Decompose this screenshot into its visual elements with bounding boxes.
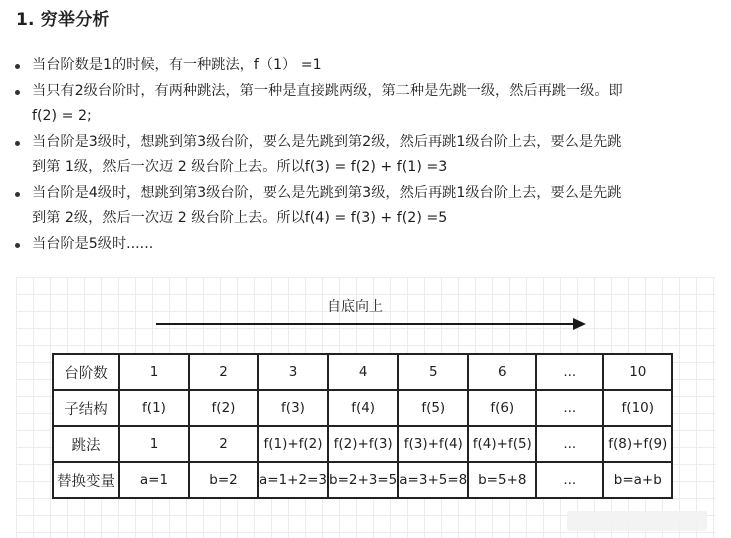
bullet-text-line1: 当台阶数是1的时候，有一种跳法，f（1） =1 — [32, 57, 322, 73]
table-cell: f(3) — [258, 390, 328, 426]
table-cell: 4 — [328, 354, 398, 390]
bullet-text-line2: 到第 2级，然后一次迈 2 级台阶上去。所以f(4) = f(3) + f(2) =5 — [32, 210, 448, 226]
table-cell: f(4)+f(5) — [468, 426, 536, 462]
steps-table — [52, 353, 673, 499]
section-heading: 1. 穷举分析 — [16, 10, 110, 30]
bullet-item — [14, 232, 714, 258]
bullet-item — [14, 79, 714, 130]
table-cell: 2 — [189, 426, 258, 462]
table-cell: f(10) — [603, 390, 672, 426]
direction-arrow-line — [156, 323, 574, 325]
row-header: 子结构 — [53, 390, 119, 426]
table-row — [53, 354, 672, 390]
table-cell: 2 — [189, 354, 258, 390]
table-cell: f(4) — [328, 390, 398, 426]
table-cell: f(2) — [189, 390, 258, 426]
table-cell: 10 — [603, 354, 672, 390]
table-cell: 6 — [468, 354, 536, 390]
bullet-text-line1: 当台阶是4级时，想跳到第3级台阶，要么是先跳到第3级，然后再跳1级台阶上去，要么是先跳 — [32, 184, 622, 201]
table-cell: a=1+2=3 — [258, 462, 328, 498]
table-cell: b=a+b — [603, 462, 672, 498]
bullet-text-line1: 当台阶是5级时...... — [32, 235, 154, 252]
table-cell: a=3+5=8 — [398, 462, 468, 498]
table-cell: ... — [536, 390, 603, 426]
arrow-label: 自底向上 — [327, 299, 383, 315]
table-row — [53, 390, 672, 426]
table-cell: f(5) — [398, 390, 468, 426]
bullet-item — [14, 53, 714, 79]
bullet-item — [14, 181, 714, 232]
table-cell: a=1 — [119, 462, 189, 498]
bullet-text-line2: f(2) = 2; — [32, 108, 92, 124]
table-cell: ... — [536, 426, 603, 462]
row-header: 跳法 — [53, 426, 119, 462]
table-cell: ... — [536, 462, 603, 498]
table-row — [53, 426, 672, 462]
diagram-figure — [16, 277, 716, 538]
bullet-list — [14, 53, 714, 257]
table-cell: f(2)+f(3) — [328, 426, 398, 462]
watermark — [567, 511, 707, 531]
table-cell: ... — [536, 354, 603, 390]
table-cell: b=2 — [189, 462, 258, 498]
arrow-right-icon — [573, 318, 586, 330]
table-row — [53, 462, 672, 498]
table-cell: f(8)+f(9) — [603, 426, 672, 462]
row-header: 替换变量 — [53, 462, 119, 498]
bullet-item — [14, 130, 714, 181]
table-cell: b=2+3=5 — [328, 462, 398, 498]
table-cell: f(1)+f(2) — [258, 426, 328, 462]
bullet-text-line1: 当台阶是3级时，想跳到第3级台阶，要么是先跳到第2级，然后再跳1级台阶上去，要么是先跳 — [32, 133, 622, 150]
table-cell: f(3)+f(4) — [398, 426, 468, 462]
table-cell: 1 — [119, 426, 189, 462]
table-cell: 1 — [119, 354, 189, 390]
table-cell: f(6) — [468, 390, 536, 426]
row-header: 台阶数 — [53, 354, 119, 390]
table-cell: 5 — [398, 354, 468, 390]
table-cell: b=5+8 — [468, 462, 536, 498]
table-cell: 3 — [258, 354, 328, 390]
bullet-text-line2: 到第 1级，然后一次迈 2 级台阶上去。所以f(3) = f(2) + f(1) =3 — [32, 159, 448, 175]
table-cell: f(1) — [119, 390, 189, 426]
bullet-text-line1: 当只有2级台阶时，有两种跳法，第一种是直接跳两级，第二种是先跳一级，然后再跳一级。即 — [32, 82, 623, 99]
